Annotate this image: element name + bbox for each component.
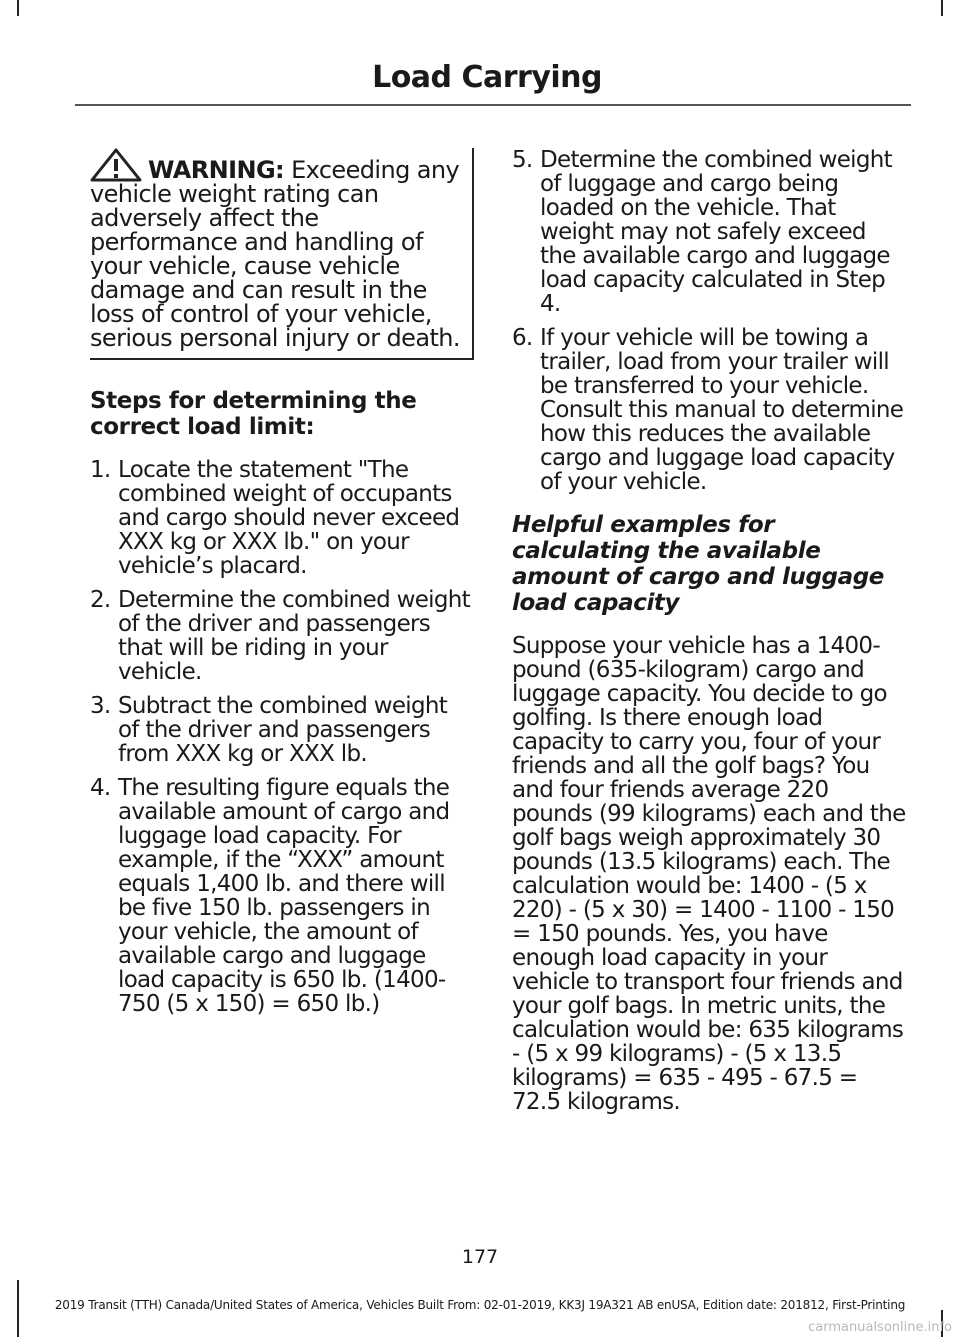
step-text: Determine the combined weight of luggage and cargo being loaded on the vehicle. That weight may not safely exceed the available cargo and luggage load capacity calculated in Step 4. [540,147,892,317]
step-number: 1. [90,457,111,483]
warning-label: WARNING: [148,156,285,184]
page-number: 177 [461,1246,499,1268]
list-item [90,694,474,766]
step-number: 5. [512,147,533,173]
step-text: The resulting figure equals the available amount of cargo and luggage load capacity. For example, if the “XXX” amount equals 1,400 lb. and there will be five 150 lb. passengers in your vehicle, the amount of available cargo and luggage load capacity is 650 lb. (1400-750 (5 x 150) = 650 lb.) [118,775,450,1017]
steps-heading: Steps for determining the correct load limit: [90,388,417,440]
warning-box [90,148,474,360]
step-text: If your vehicle will be towing a trailer, load from your trailer will be transferred to your vehicle. Consult this manual to determine how this reduces the available cargo and luggage load capacity of your vehicle. [540,325,904,495]
watermark[interactable]: carmanualsonline.info [808,1320,952,1335]
steps-list-left [90,458,474,1016]
step-number: 2. [90,587,111,613]
list-item [90,776,474,1016]
list-item [512,326,908,494]
step-text: Subtract the combined weight of the driver and passengers from XXX kg or XXX lb. [118,693,448,767]
step-number: 4. [90,775,111,801]
step-number: 3. [90,693,111,719]
crop-mark-top-right [941,0,943,16]
warning-text: Exceeding any vehicle weight rating can adversely affect the performance and handling of your vehicle, cause vehicle damage and can result in the loss of control of your vehicle, serious personal injury or death. [90,156,460,352]
crop-mark-top-left [17,0,19,16]
list-item [90,458,474,578]
page-title: Load Carrying [372,60,602,95]
list-item [512,148,908,316]
step-number: 6. [512,325,533,351]
step-text: Determine the combined weight of the driver and passengers that will be riding in your vehicle. [118,587,470,685]
list-item [90,588,474,684]
warning-triangle-icon [90,148,142,182]
example-paragraph: Suppose your vehicle has a 1400-pound (635-kilogram) cargo and luggage capacity. You decide to go golfing. Is there enough load capacity to carry you, four of your friends and all the golf bags? You and four friends average 220 pounds (99 kilograms) each and the golf bags weigh approximately 30 pounds (13.5 kilograms) each. The calculation would be: 1400 - (5 x 220) - (5 x 30) = 1400 - 1100 - 150 = 150 pounds. Yes, you have enough load capacity in your vehicle to transport four friends and your golf bags. In metric units, the calculation would be: 635 kilograms - (5 x 99 kilograms) - (5 x 13.5 kilograms) = 635 - 495 - 67.5 = 72.5 kilograms. [512,633,906,1115]
step-text: Locate the statement "The combined weight of occupants and cargo should never exceed XXX kg or XXX lb." on your vehicle’s placard. [118,457,460,579]
steps-list-right [512,148,908,494]
footer-edition-info: 2019 Transit (TTH) Canada/United States of America, Vehicles Built From: 02-01-2019, KK3J 19A321 AB enUSA, Edition date: 201812, First-Printing [54,1298,906,1312]
examples-heading: Helpful examples for calculating the available amount of cargo and luggage load capacity [512,512,884,616]
right-column [512,148,908,1114]
left-column [90,148,474,1026]
header-rule [75,104,911,106]
warning-paragraph [90,148,466,350]
